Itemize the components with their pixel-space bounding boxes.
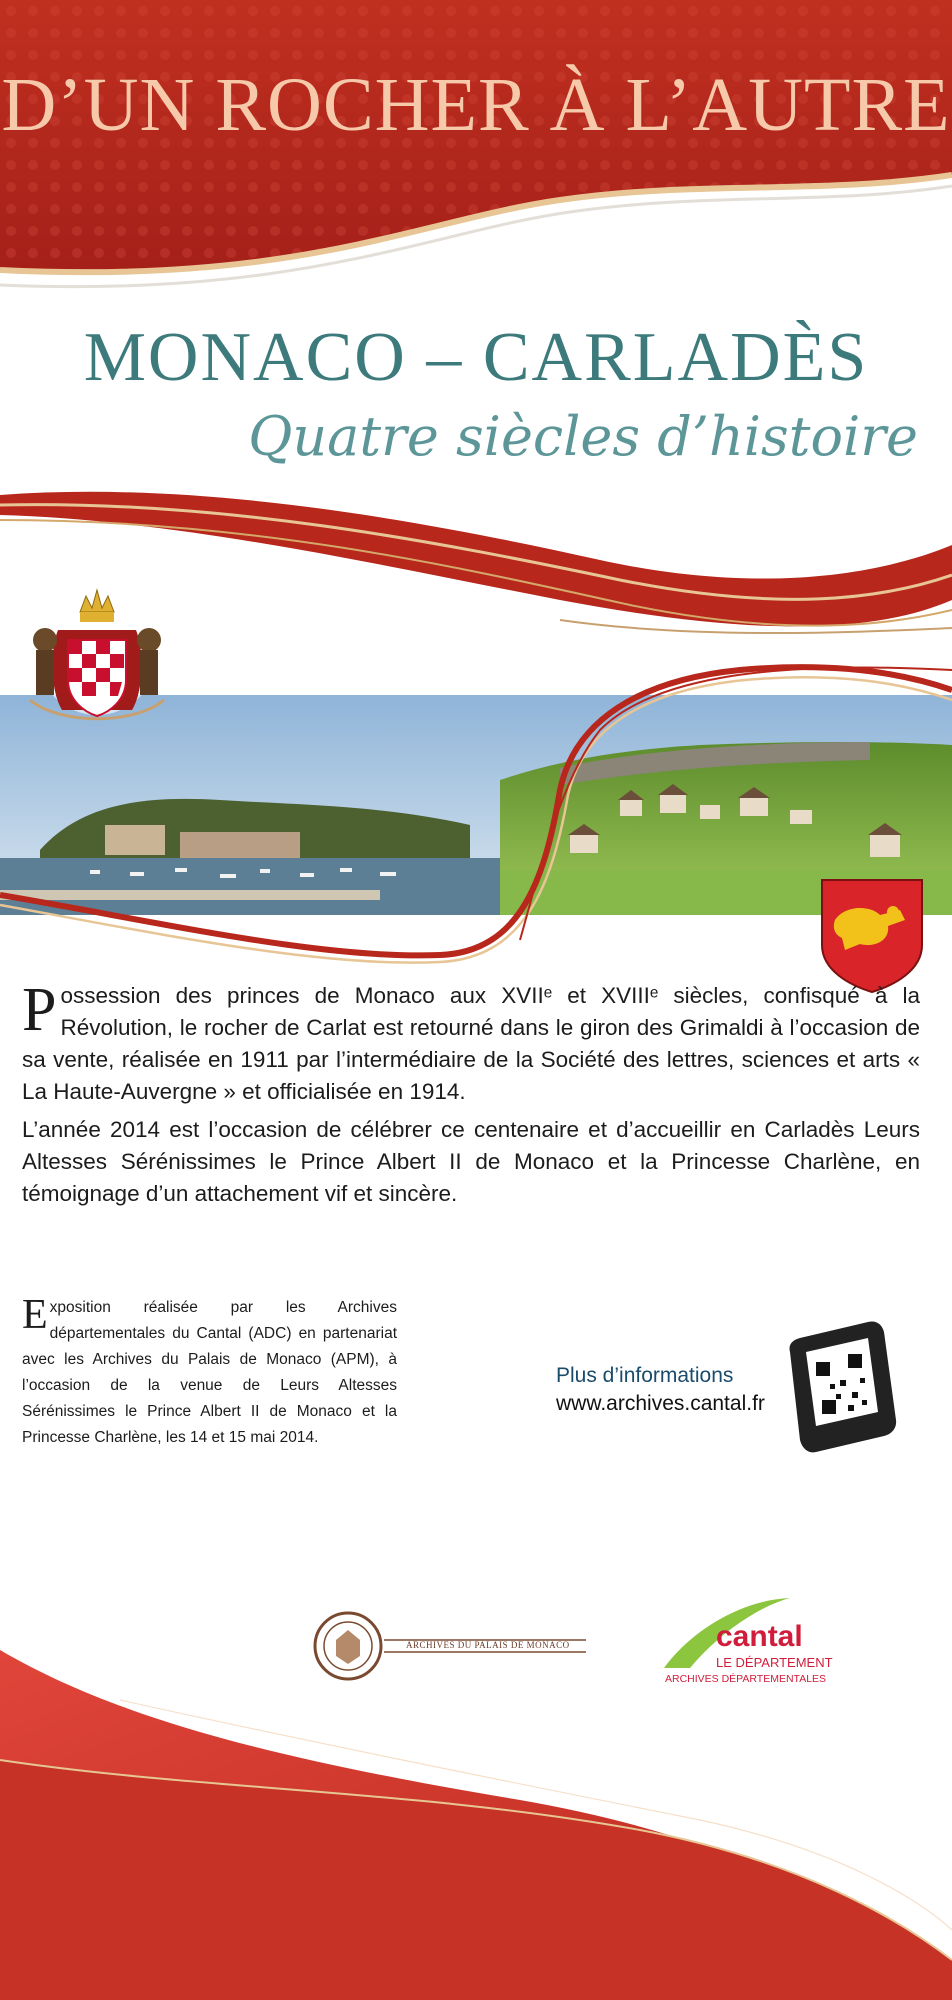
credits-dropcap: E — [22, 1292, 48, 1338]
credits-text: xposition réalisée par les Archives départementales du Cantal (ADC) en partenariat avec les Archives du Palais de Monaco (APM), à l’occasion de la venue de Leurs Altesses Sérénissimes le Prince Albert II de Monaco et la Princesse Charlène, les 14 et 15 mai 2014. — [22, 1299, 397, 1446]
more-info-label: Plus d’informations — [556, 1364, 734, 1387]
tagline: Quatre siècles d’histoire — [248, 405, 918, 468]
page-subtitle: MONACO – CARLADÈS — [83, 319, 869, 396]
footer-wave — [0, 1650, 952, 2000]
cantal-logo-line1: LE DÉPARTEMENT — [716, 1655, 833, 1670]
intro-paragraph-2: L’année 2014 est l’occasion de célébrer ce centenaire et d’accueillir en Carladès Leurs Altesses Sérénissimes le Prince Albert II de Monaco et la Princesse Charlène, en témoignage d’un attachement vif et sincère. — [22, 1117, 920, 1206]
cantal-logo-line2: ARCHIVES DÉPARTEMENTALES — [665, 1673, 827, 1685]
carlades-shield-icon — [822, 880, 922, 992]
more-info-url[interactable]: www.archives.cantal.fr — [556, 1392, 765, 1415]
decorative-swoosh — [0, 492, 952, 633]
intro-paragraph-1 — [22, 976, 920, 1108]
landscape-photo — [0, 695, 952, 915]
intro-paragraph-1-text: ossession des princes de Monaco aux XVIIᵉ et XVIIIᵉ siècles, confisqué à la Révolution, le rocher de Carlat est retourné dans le giron des Grimaldi à l’occasion de sa vente, réalisée en 1911 par l’intermédiaire de la Société des lettres, sciences et arts « La Haute-Auvergne » et officialisée en 1914. — [22, 983, 920, 1104]
page-title: D’UN ROCHER À L’AUTRE — [1, 63, 951, 147]
more-info — [556, 1362, 765, 1418]
smartphone-qr-icon — [789, 1321, 896, 1452]
cantal-logo-name: cantal — [716, 1620, 803, 1653]
exhibition-credits — [22, 1292, 397, 1451]
apm-logo-text: ARCHIVES DU PALAIS DE MONACO — [406, 1640, 570, 1650]
intro-text — [22, 976, 920, 1216]
intro-dropcap: P — [22, 976, 57, 1044]
